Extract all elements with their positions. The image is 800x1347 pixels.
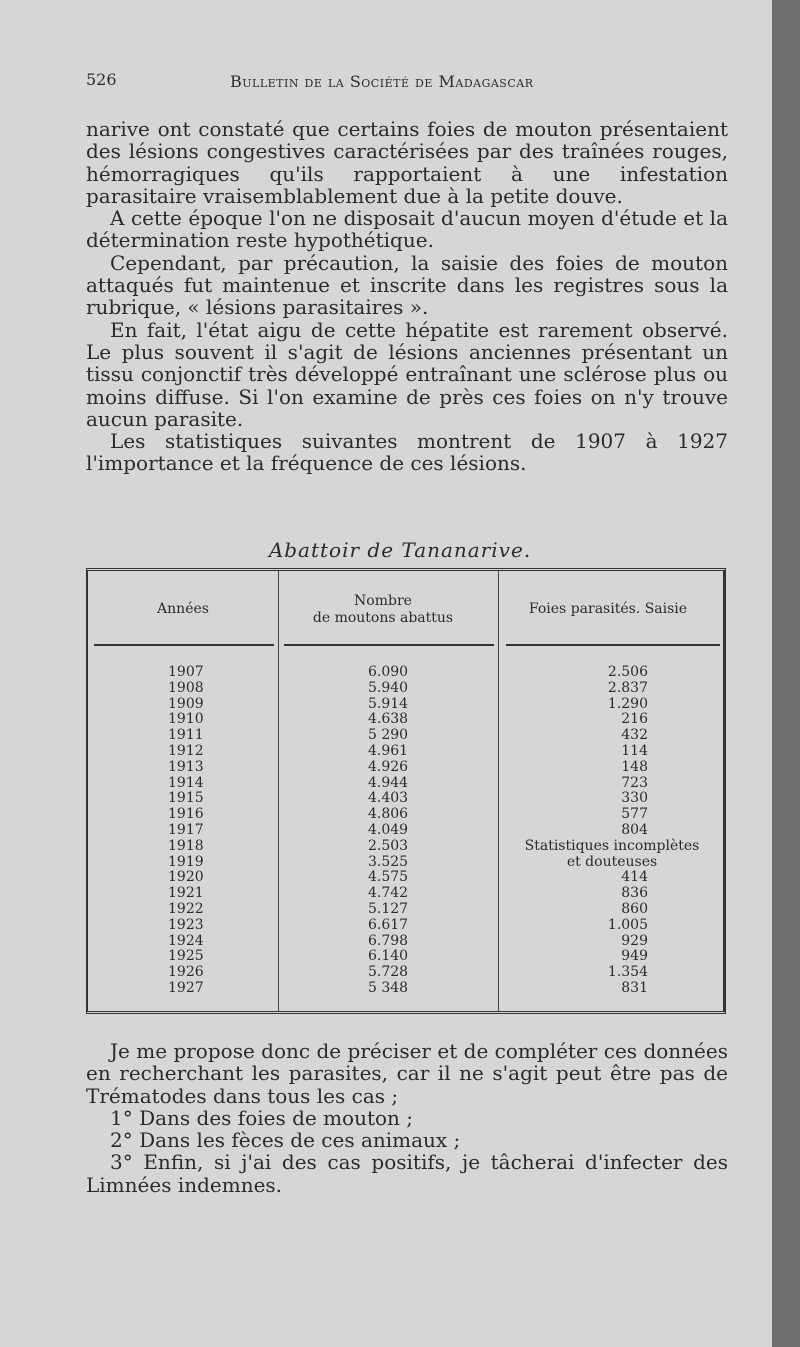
cell-year: 1914: [168, 774, 204, 791]
cell-count: 4.742: [368, 885, 409, 902]
cell-year: 1918: [168, 837, 204, 854]
table-caption: Abattoir de Tananarive.: [268, 538, 532, 562]
cell-count: 2.503: [368, 837, 409, 854]
header-rule: [284, 644, 494, 646]
table-row: [88, 965, 728, 981]
table-row: [88, 760, 728, 776]
paragraph: Les statistiques suivantes montrent de 1907 à 1927 l'importance et la fréquence de ces lésions.: [86, 429, 728, 476]
table-row: [88, 697, 728, 713]
header-rule: [506, 644, 720, 646]
cell-year: 1925: [168, 948, 204, 965]
cell-year: 1912: [168, 742, 204, 759]
cell-count: 4.575: [368, 869, 409, 886]
table-row: [88, 744, 728, 760]
cell-year: 1917: [168, 821, 204, 838]
table-row: [88, 728, 728, 744]
cell-count: 4.638: [368, 711, 409, 728]
table-row: [88, 839, 728, 855]
cell-count: 4.403: [368, 790, 409, 807]
cell-count: 4.944: [368, 774, 409, 791]
table-row: [88, 934, 728, 950]
cell-count: 4.049: [368, 821, 409, 838]
cell-foies: 114: [621, 742, 648, 759]
cell-foies: 2.506: [607, 664, 648, 680]
cell-year: 1915: [168, 790, 204, 807]
cell-year: 1907: [168, 664, 204, 680]
cell-count: 6.798: [368, 932, 409, 949]
body-text-bottom: [86, 1040, 728, 1196]
paragraph: Cependant, par précaution, la saisie des foies de mouton attaqués fut maintenue et inscrite dans les registres sous la rubrique, « lésions parasitaires ».: [86, 250, 728, 320]
cell-foies: Statistiques incomplètes: [524, 837, 700, 854]
cell-foies: 831: [621, 979, 648, 996]
header-count-line1: Nombre: [354, 593, 412, 609]
table-row: [88, 981, 728, 997]
table-row: [88, 823, 728, 839]
table-row: [88, 791, 728, 807]
paragraph: Je me propose donc de préciser et de compléter ces données en recherchant les parasites, car il ne s'agit peut être pas de Trématodes dans tous les cas ;: [86, 1039, 728, 1108]
cell-count: 3.525: [368, 853, 409, 870]
header-years: Années: [157, 601, 209, 617]
cell-foies: 216: [621, 711, 648, 728]
cell-foies: 1.005: [607, 916, 648, 933]
table-row: [88, 776, 728, 792]
paragraph: narive ont constaté que certains foies de mouton présentaient des lésions congestives caractérisées par des traînées rouges, hémorragiques qu'ils rapportaient à une infestation parasitaire vraisemblablement due à la petite douve.: [86, 117, 728, 208]
cell-year: 1922: [168, 900, 204, 917]
cell-year: 1926: [168, 964, 204, 981]
statistics-table: [86, 568, 726, 1014]
table-row: [88, 681, 728, 697]
list-item: 2° Dans les fèces de ces animaux ;: [110, 1128, 461, 1153]
running-title: Bulletin de la Société de Madagascar: [230, 72, 534, 91]
cell-year: 1908: [168, 679, 204, 696]
header-foies: Foies parasités. Saisie: [528, 601, 688, 617]
body-text-top: [86, 118, 728, 475]
cell-count: 6.090: [368, 664, 409, 680]
cell-year: 1923: [168, 916, 204, 933]
paragraph: A cette époque l'on ne disposait d'aucun moyen d'étude et la détermination reste hypothétique.: [86, 206, 728, 253]
table-row: [88, 855, 728, 871]
cell-count: 4.926: [368, 758, 409, 775]
cell-foies: 860: [621, 900, 648, 917]
table-body: [88, 665, 728, 997]
table-row: [88, 918, 728, 934]
cell-foies: et douteuses: [566, 853, 658, 870]
table-row: [88, 902, 728, 918]
cell-foies: 804: [621, 821, 648, 838]
cell-count: 5.914: [368, 695, 409, 712]
page-number: 526: [86, 70, 117, 89]
cell-count: 4.961: [368, 742, 409, 759]
list-item: 3° Enfin, si j'ai des cas positifs, je tâcherai d'infecter des Limnées indemnes.: [86, 1150, 728, 1197]
cell-year: 1924: [168, 932, 204, 949]
cell-foies: 432: [621, 727, 648, 744]
cell-count: 6.617: [368, 916, 409, 933]
header-rule: [94, 644, 274, 646]
cell-foies: 414: [621, 869, 648, 886]
cell-foies: 836: [621, 885, 648, 902]
table-row: [88, 870, 728, 886]
table-row: [88, 712, 728, 728]
table-row: [88, 665, 728, 681]
cell-year: 1919: [168, 853, 204, 870]
cell-count: 4.806: [368, 806, 409, 823]
cell-foies: 1.354: [607, 964, 648, 981]
cell-foies: 577: [621, 806, 648, 823]
cell-count: 5 290: [368, 727, 409, 744]
cell-year: 1913: [168, 758, 204, 775]
cell-year: 1911: [168, 727, 204, 744]
header-count: [278, 593, 488, 627]
cell-year: 1920: [168, 869, 204, 886]
cell-year: 1927: [168, 979, 204, 996]
header-count-line2: de moutons abattus: [312, 610, 454, 626]
cell-year: 1909: [168, 695, 204, 712]
cell-foies: 148: [621, 758, 648, 775]
cell-count: 5 348: [368, 979, 409, 996]
cell-count: 5.127: [368, 900, 409, 917]
cell-foies: 949: [621, 948, 648, 965]
cell-foies: 2.837: [607, 679, 648, 696]
cell-count: 5.940: [368, 679, 409, 696]
paragraph: En fait, l'état aigu de cette hépatite est rarement observé. Le plus souvent il s'agit de lésions anciennes présentant un tissu conjonctif très développé entraînant une sclérose plus ou moins diffuse. Si l'on examine de près ces foies on n'y trouve aucun parasite.: [86, 317, 728, 431]
cell-year: 1910: [168, 711, 204, 728]
cell-foies: 330: [621, 790, 648, 807]
cell-foies: 723: [621, 774, 648, 791]
cell-count: 5.728: [368, 964, 409, 981]
table-row: [88, 886, 728, 902]
cell-year: 1921: [168, 885, 204, 902]
list-item: 1° Dans des foies de mouton ;: [110, 1105, 414, 1130]
cell-count: 6.140: [368, 948, 409, 965]
table-row: [88, 949, 728, 965]
cell-foies: 929: [621, 932, 648, 949]
table-row: [88, 807, 728, 823]
cell-foies: 1.290: [607, 695, 648, 712]
cell-year: 1916: [168, 806, 204, 823]
